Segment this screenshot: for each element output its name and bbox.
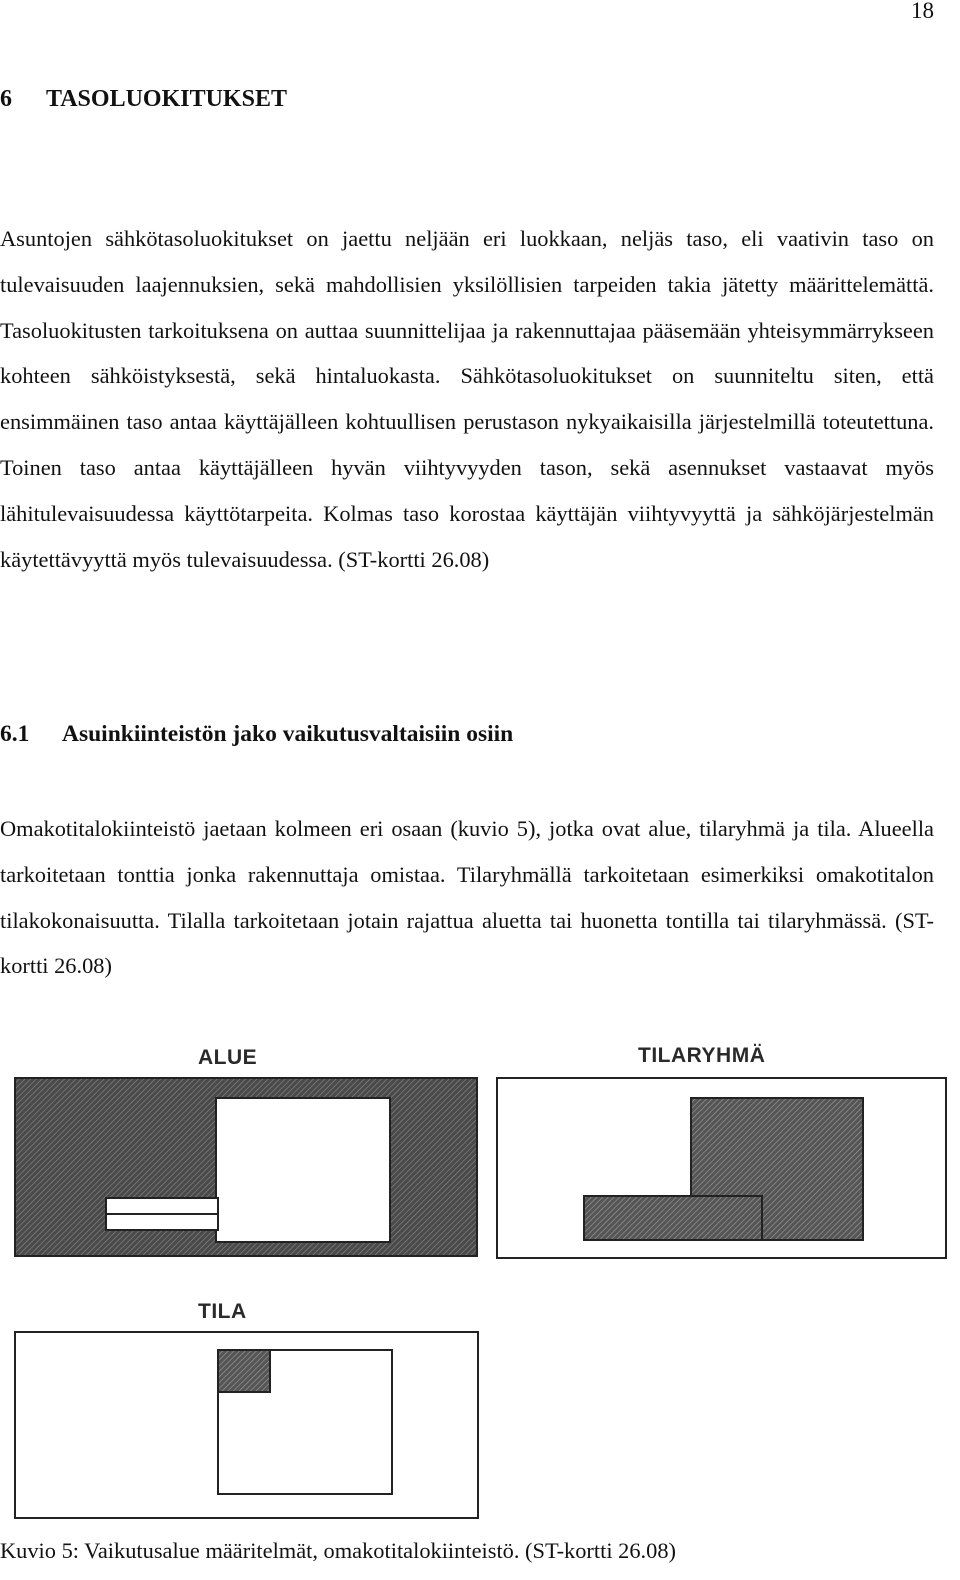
section-number: 6.1 bbox=[0, 721, 30, 747]
intro-paragraph: Asuntojen sähkötasoluokitukset on jaettu neljään eri luokkaan, neljäs taso, eli vaativin taso on tulevaisuuden laajennuksien, sekä mahdollisien yksilöllisien tarpeiden takia jätetty määrittelemättä. Tasoluokitusten tarkoituksena on auttaa suunnittelijaa ja rakennuttajaa pääsemään yhteisymmärrykseen kohteen sähköistyksestä, sekä hintaluokasta. Sähkötasoluokitukset on suunniteltu siten, että ensimmäinen taso antaa käyttäjälleen kohtuullisen perustason nykyaikaisilla järjestelmillä toteutettuna. Toinen taso antaa käyttäjälleen hyvän viihtyvyyden tason, sekä asennukset vastaavat myös lähitulevaisuudessa käyttötarpeita. Kolmas taso korostaa käyttäjän viihtyvyyttä ja sähköjärjestelmän käytettävyyttä myös tulevaisuudessa. (ST-kortti 26.08) bbox=[0, 226, 934, 572]
tilaryhma-label: TILARYHMÄ bbox=[638, 1044, 766, 1067]
tila-label: TILA bbox=[198, 1300, 247, 1323]
tilaryhma-annex-rect bbox=[584, 1196, 762, 1240]
alue-building-rect bbox=[216, 1098, 390, 1242]
alue-label: ALUE bbox=[198, 1046, 258, 1069]
section-paragraph: Omakotitalokiinteistö jaetaan kolmeen eri osaan (kuvio 5), jotka ovat alue, tilaryhmä ja tila. Alueella tarkoitetaan tonttia jonka rakennuttaja omistaa. Tilaryhmällä tarkoitetaan esimerkiksi omakotitalon tilakokonaisuutta. Tilalla tarkoitetaan jotain rajattua aluetta tai huonetta tontilla tai tilaryhmässä. (ST-kortti 26.08) bbox=[0, 816, 934, 979]
tilaryhma-panel bbox=[497, 1044, 946, 1258]
tila-panel bbox=[15, 1300, 478, 1518]
chapter-title: TASOLUOKITUKSET bbox=[46, 86, 287, 112]
chapter-number: 6 bbox=[0, 86, 12, 112]
tila-room-rect bbox=[218, 1350, 270, 1392]
page-number: 18 bbox=[911, 0, 934, 23]
section-heading bbox=[0, 721, 513, 748]
figure-caption: Kuvio 5: Vaikutusalue määritelmät, omakotitalokiinteistö. (ST-kortti 26.08) bbox=[0, 1538, 676, 1563]
figure-diagram bbox=[0, 1030, 960, 1530]
chapter-heading bbox=[0, 86, 287, 113]
alue-panel bbox=[15, 1046, 477, 1256]
section-title: Asuinkiinteistön jako vaikutusvaltaisiin osiin bbox=[62, 721, 514, 747]
